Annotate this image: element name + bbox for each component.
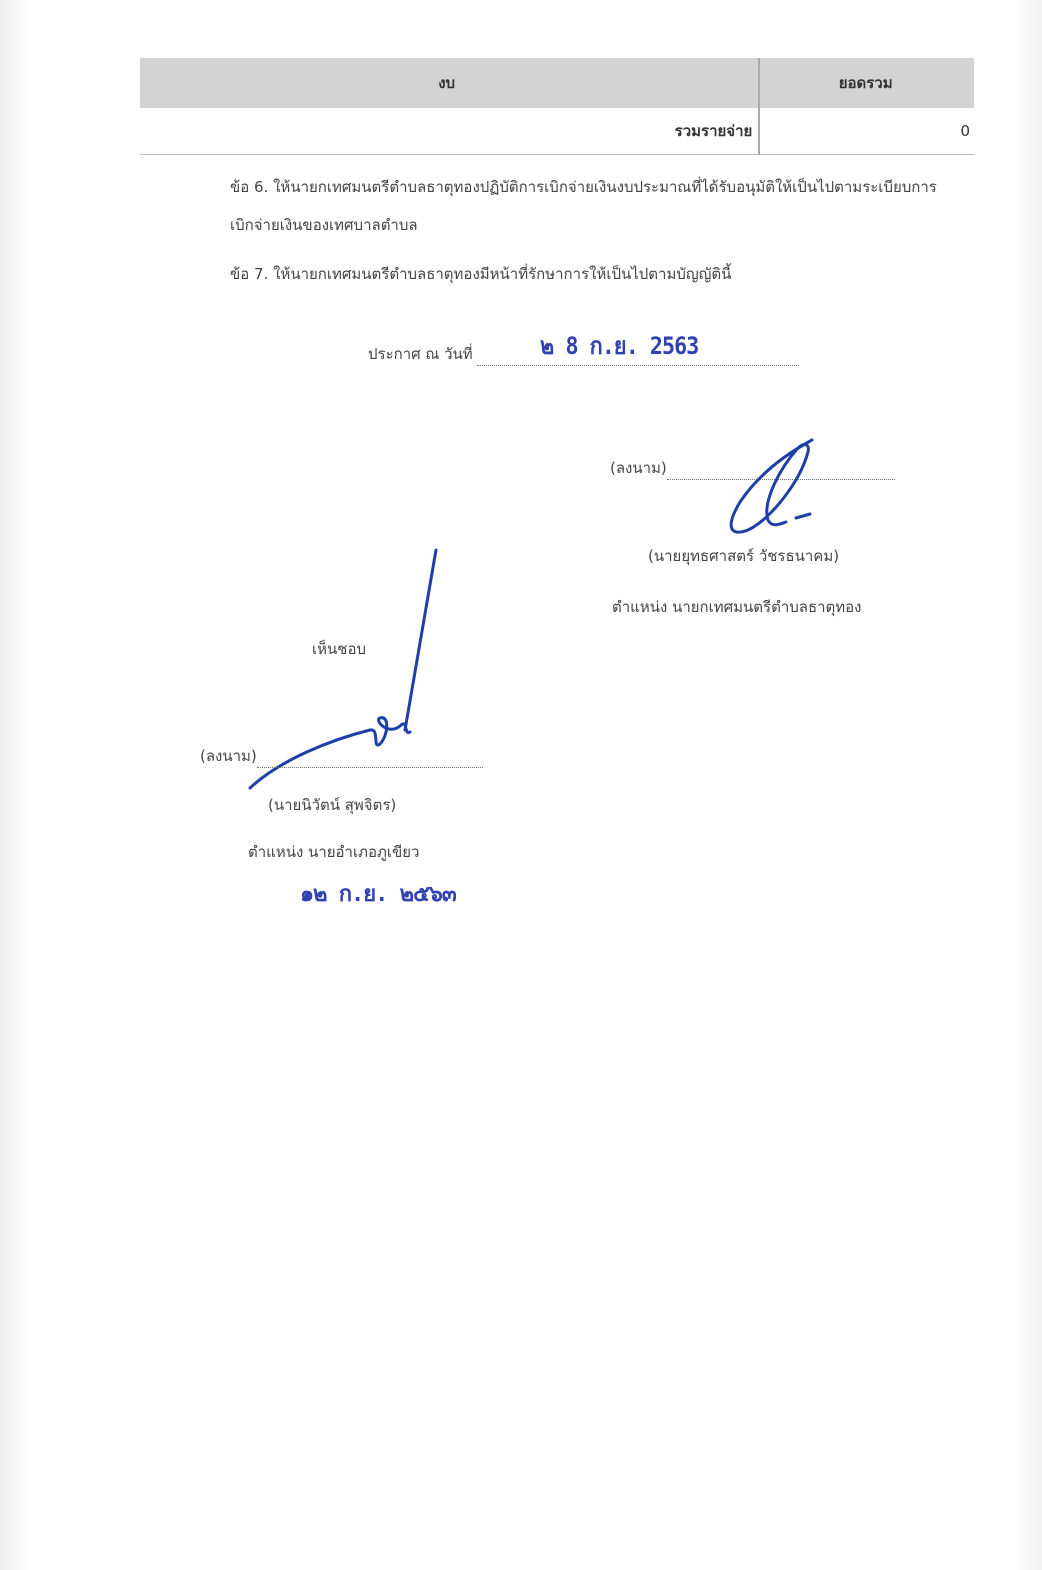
mayor-sign-label: (ลงนาม) xyxy=(610,459,667,477)
district-chief-signature-line xyxy=(200,744,483,768)
clause-7-text: ข้อ 7. ให้นายกเทศมนตรีตำบลธาตุทองมีหน้าที่รักษาการให้เป็นไปตามบัญญัตินี้ xyxy=(230,265,732,283)
row-value-total: 0 xyxy=(759,108,974,155)
clause-6-text: ข้อ 6. ให้นายกเทศมนตรีตำบลธาตุทองปฏิบัติการเบิกจ่ายเงินงบประมาณที่ได้รับอนุมัติให้เป็นไปตามระเบียบการเบิกจ่ายเงินของเทศบาลตำบล xyxy=(230,178,937,234)
mayor-handwritten-signature xyxy=(700,432,830,542)
district-chief-name: (นายนิวัตน์ สุพจิตร) xyxy=(268,796,397,814)
district-date-stamp: ๑๒ ก.ย. ๒๕๖๓ xyxy=(300,882,456,907)
table-header-row xyxy=(140,58,974,108)
table-row xyxy=(140,108,974,155)
mayor-name: (นายยุทธศาสตร์ วัชรธนาคม) xyxy=(648,547,840,565)
column-header-total: ยอดรวม xyxy=(759,58,974,108)
mayor-position: ตำแหน่ง นายกเทศมนตรีตำบลธาตุทอง xyxy=(612,598,862,616)
announcement-label: ประกาศ ณ วันที่ xyxy=(368,345,473,363)
column-header-budget: งบ xyxy=(140,58,759,108)
district-chief-position: ตำแหน่ง นายอำเภอภูเขียว xyxy=(248,843,420,861)
district-chief-dotted-line xyxy=(257,749,483,768)
row-label-total-expenses: รวมรายจ่าย xyxy=(140,108,759,155)
district-chief-sign-label: (ลงนาม) xyxy=(200,747,257,765)
approval-label: เห็นชอบ xyxy=(312,640,366,658)
budget-summary-table xyxy=(140,58,974,155)
announcement-date-stamp: ๒ 8 ก.ย. 2563 xyxy=(540,332,699,360)
